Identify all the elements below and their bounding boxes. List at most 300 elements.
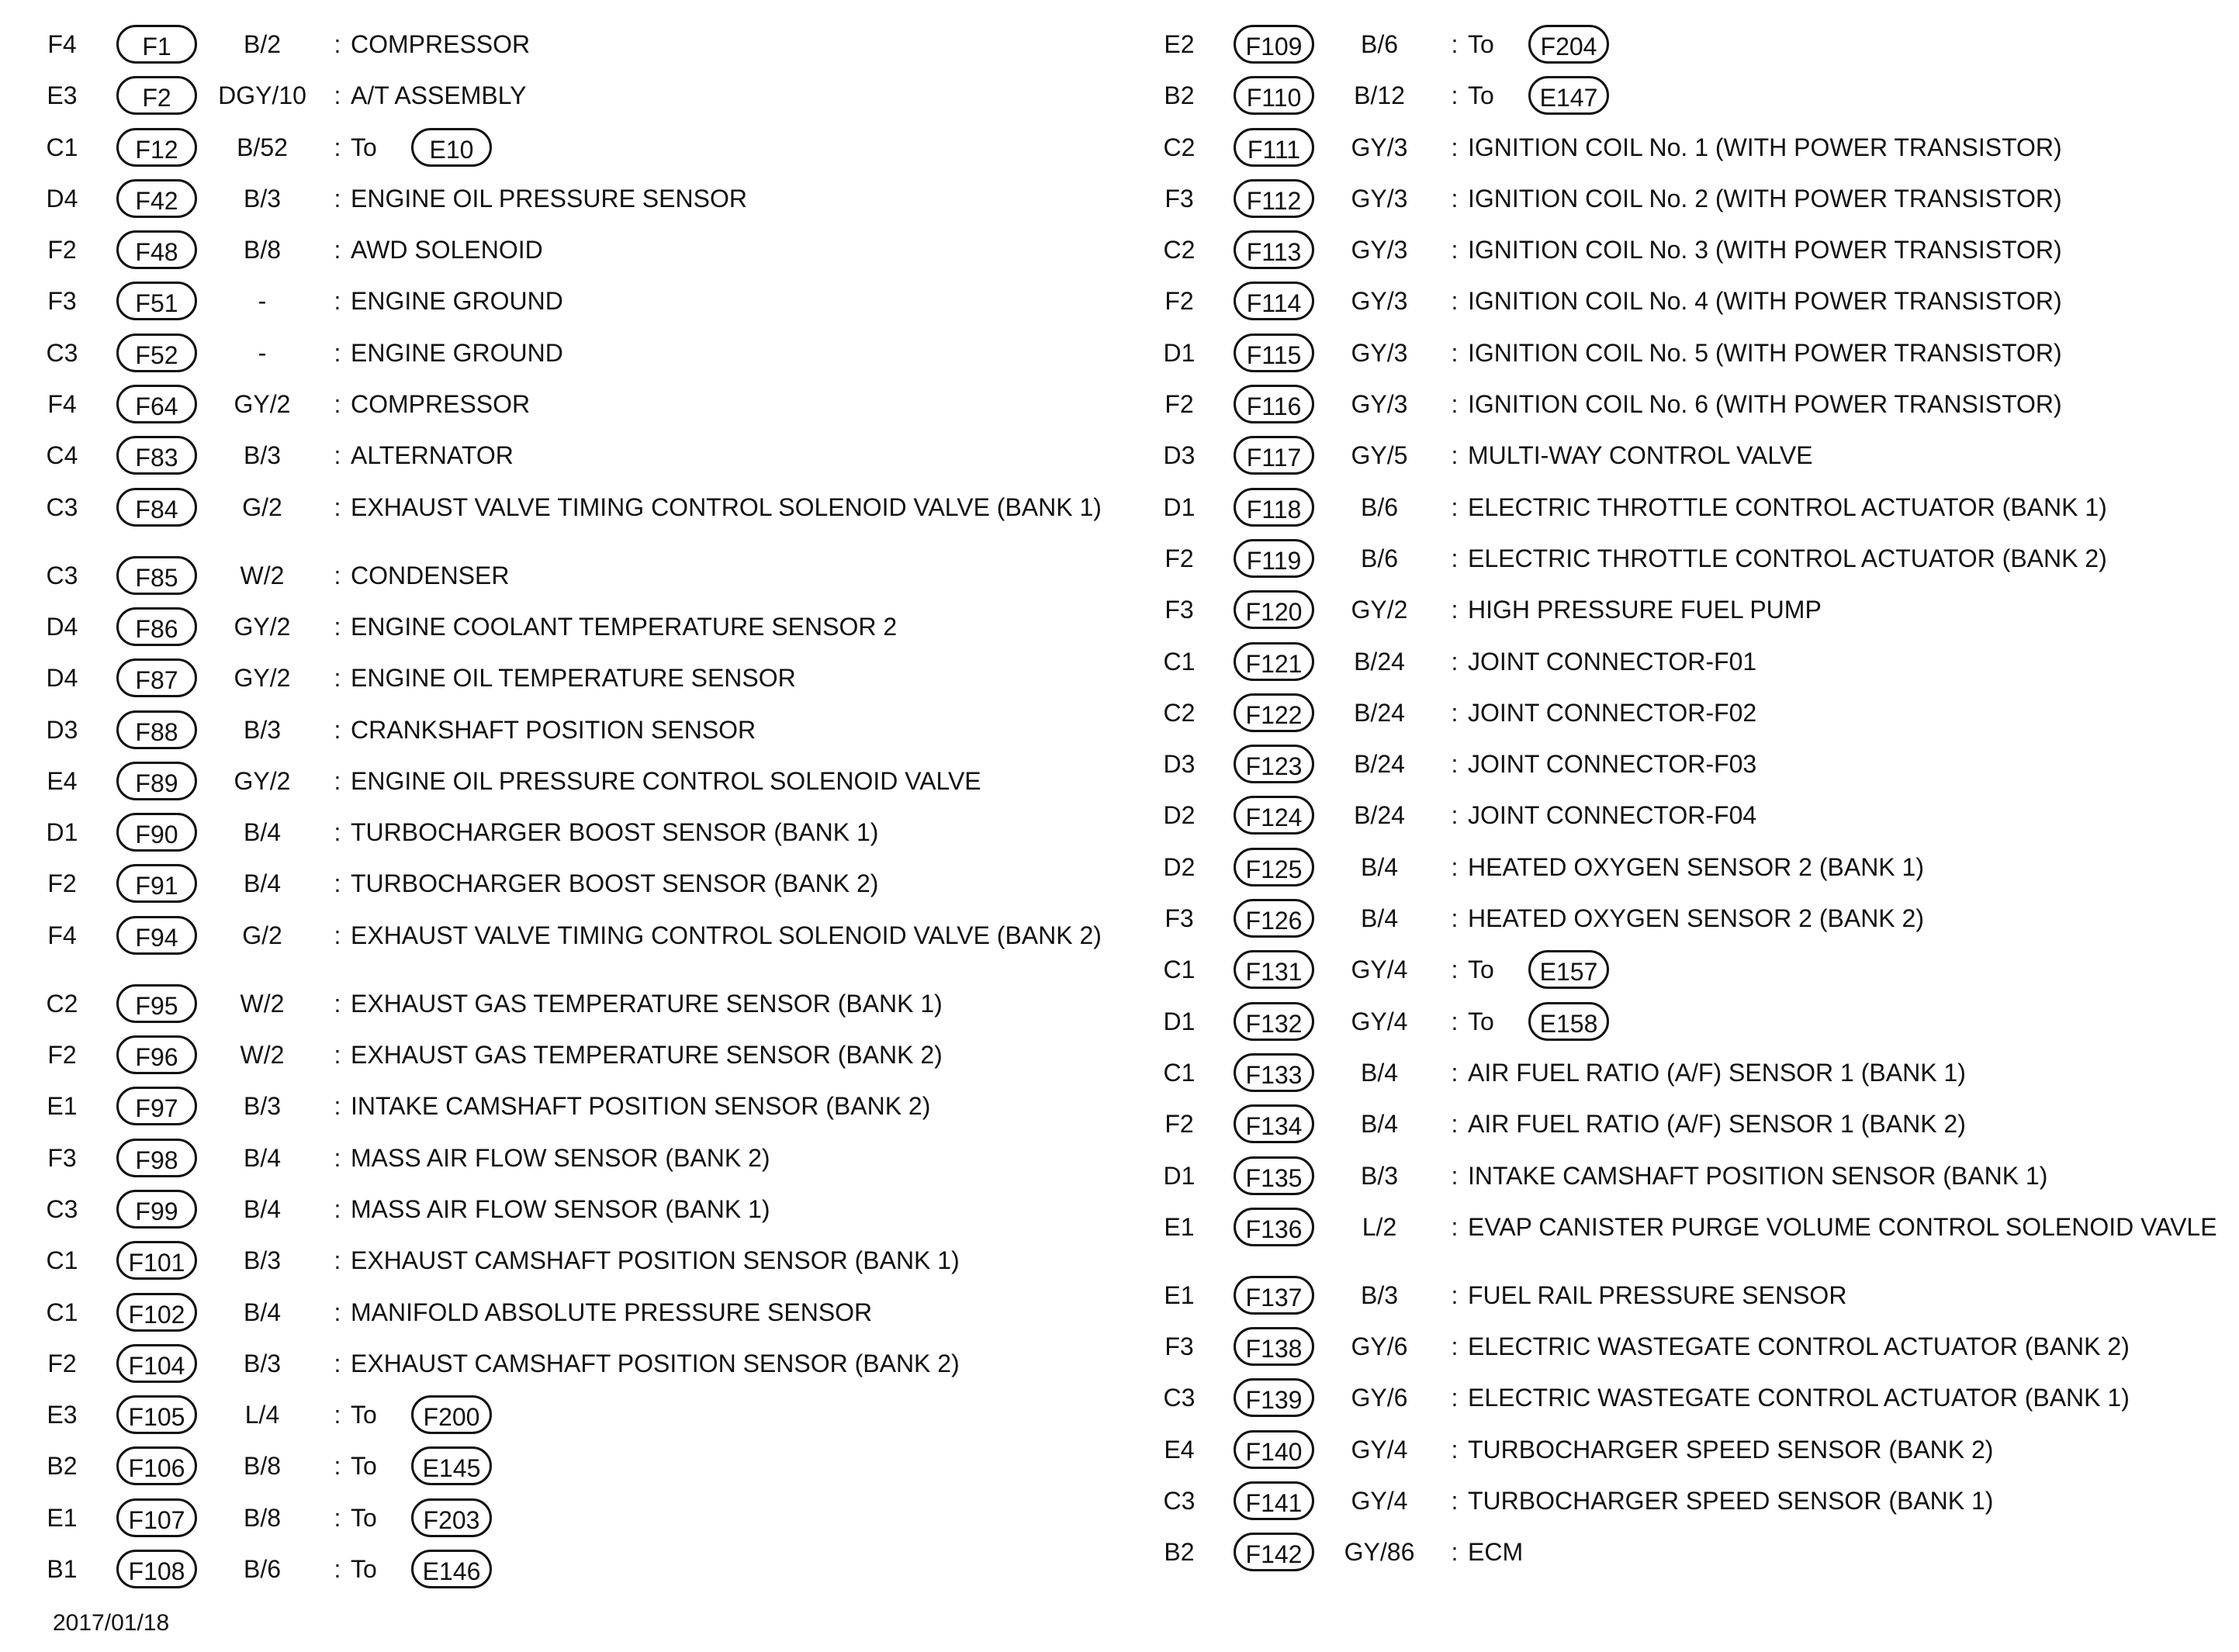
target-connector-badge: E147 <box>1528 76 1609 115</box>
separator-colon: : <box>1451 596 1459 624</box>
separator-colon: : <box>1451 647 1459 676</box>
connector-id-wrap <box>113 329 200 372</box>
connector-row <box>1148 71 2234 123</box>
connector-color-pins: B/12 <box>1354 81 1405 110</box>
grid-location: F2 <box>47 869 77 898</box>
connector-id-wrap <box>1230 1152 1317 1195</box>
connector-description: ENGINE OIL TEMPERATURE SENSOR <box>351 664 796 693</box>
connector-description: TURBOCHARGER SPEED SENSOR (BANK 1) <box>1468 1487 1994 1515</box>
separator-colon: : <box>334 561 341 589</box>
connector-row <box>31 706 1148 757</box>
connector-id-wrap <box>113 20 200 64</box>
grid-location: E4 <box>47 766 78 795</box>
grid-location: E3 <box>47 81 78 110</box>
connector-id-wrap <box>113 1545 200 1588</box>
separator-colon: : <box>334 133 341 161</box>
connector-color-pins: B/6 <box>1360 544 1399 572</box>
connector-color-pins: B/4 <box>243 1298 282 1326</box>
connector-id-badge: F112 <box>1234 179 1314 218</box>
grid-location: C3 <box>46 338 78 367</box>
separator-colon: : <box>1451 1384 1459 1412</box>
connector-id-wrap <box>113 431 200 475</box>
connector-description: IGNITION COIL No. 6 (WITH POWER TRANSISTOR) <box>1468 390 2062 419</box>
connector-description: AIR FUEL RATIO (A/F) SENSOR 1 (BANK 2) <box>1468 1110 1966 1139</box>
document-date: 2017/01/18 <box>53 1610 170 1636</box>
connector-color-pins: B/24 <box>1354 801 1405 830</box>
connector-color-pins: GY/2 <box>234 612 291 641</box>
connector-row <box>31 603 1148 654</box>
connector-id-badge: F120 <box>1234 590 1314 629</box>
grid-location: F3 <box>1164 184 1194 213</box>
connector-color-pins: GY/5 <box>1351 441 1408 470</box>
separator-colon: : <box>1451 1110 1459 1139</box>
connector-description: ELECTRIC WASTEGATE CONTROL ACTUATOR (BANK 2) <box>1468 1332 2130 1361</box>
connector-row <box>31 1545 1148 1596</box>
connector-row <box>31 175 1148 226</box>
connector-row <box>31 431 1148 482</box>
separator-colon: : <box>1451 904 1459 933</box>
target-connector-badge: F204 <box>1528 25 1609 64</box>
target-connector-badge: F203 <box>411 1498 492 1537</box>
connector-id-wrap <box>1230 329 1317 372</box>
connector-id-badge: F142 <box>1234 1533 1314 1571</box>
connector-color-pins: W/2 <box>240 989 285 1018</box>
connector-id-wrap <box>113 380 200 423</box>
separator-colon: : <box>334 30 341 58</box>
connector-description <box>1468 945 2234 994</box>
grid-location: C3 <box>46 561 78 589</box>
separator-colon: : <box>334 1401 341 1429</box>
connector-id-badge: F140 <box>1234 1430 1314 1469</box>
connector-id-wrap <box>1230 1374 1317 1417</box>
connector-row <box>31 1288 1148 1339</box>
grid-location: C3 <box>46 1194 78 1223</box>
connector-id-badge: F89 <box>116 762 197 800</box>
connector-description: TURBOCHARGER BOOST SENSOR (BANK 1) <box>351 818 879 847</box>
grid-location: D2 <box>1163 852 1196 881</box>
to-label: To <box>1468 956 1494 984</box>
separator-colon: : <box>1451 1007 1459 1035</box>
connector-description: A/T ASSEMBLY <box>351 81 527 110</box>
connector-id-badge: F138 <box>1234 1327 1314 1366</box>
connector-color-pins: GY/2 <box>234 664 291 693</box>
separator-colon: : <box>1451 287 1459 316</box>
separator-colon: : <box>334 766 341 795</box>
connector-color-pins: B/8 <box>243 1452 282 1481</box>
connector-description: MASS AIR FLOW SENSOR (BANK 1) <box>351 1194 770 1223</box>
connector-color-pins: - <box>258 287 267 316</box>
connector-color-pins: B/4 <box>1360 904 1399 933</box>
connector-row <box>31 1185 1148 1236</box>
separator-colon: : <box>334 1298 341 1326</box>
connector-id-badge: F102 <box>116 1293 197 1332</box>
connector-row <box>31 1134 1148 1185</box>
separator-colon: : <box>1451 1332 1459 1361</box>
connector-description: CRANKSHAFT POSITION SENSOR <box>351 715 756 744</box>
grid-location: D4 <box>46 184 78 213</box>
connector-id-badge: F117 <box>1234 436 1314 475</box>
connector-color-pins: GY/2 <box>234 390 291 419</box>
connector-color-pins: B/4 <box>243 1143 282 1172</box>
separator-colon: : <box>334 287 341 316</box>
grid-location: C1 <box>46 133 78 161</box>
connector-description: MANIFOLD ABSOLUTE PRESSURE SENSOR <box>351 1298 873 1326</box>
to-label: To <box>1468 30 1494 58</box>
connector-id-badge: F90 <box>116 813 197 852</box>
connector-row <box>1148 20 2234 71</box>
separator-colon: : <box>1451 492 1459 521</box>
connector-id-wrap <box>113 1134 200 1177</box>
separator-colon: : <box>1451 338 1459 367</box>
separator-colon: : <box>1451 81 1459 110</box>
connector-description: FUEL RAIL PRESSURE SENSOR <box>1468 1280 1847 1309</box>
connector-id-badge: F118 <box>1234 488 1314 527</box>
connector-row <box>1148 1528 2234 1579</box>
connector-color-pins: B/3 <box>243 184 282 213</box>
grid-location: B2 <box>1164 1538 1195 1567</box>
connector-id-wrap <box>1230 226 1317 269</box>
connector-id-wrap <box>1230 586 1317 629</box>
connector-row <box>31 757 1148 808</box>
connector-id-wrap <box>113 483 200 527</box>
target-connector-badge: E146 <box>411 1550 492 1588</box>
connector-id-wrap <box>1230 1477 1317 1520</box>
connector-id-wrap <box>113 980 200 1023</box>
connector-color-pins: B/3 <box>243 1246 282 1275</box>
separator-colon: : <box>334 1503 341 1532</box>
connector-color-pins: W/2 <box>240 1041 285 1070</box>
connector-id-wrap <box>1230 1100 1317 1143</box>
connector-color-pins: B/4 <box>1360 852 1399 881</box>
connector-id-badge: F108 <box>116 1550 197 1588</box>
connector-row <box>1148 689 2234 740</box>
connector-row <box>1148 175 2234 226</box>
connector-row <box>31 654 1148 705</box>
grid-location: F2 <box>1164 544 1194 572</box>
connector-row <box>31 329 1148 380</box>
connector-row <box>31 1494 1148 1545</box>
separator-colon: : <box>334 81 341 110</box>
connector-id-wrap <box>113 654 200 697</box>
connector-color-pins: B/6 <box>243 1555 282 1584</box>
connector-id-badge: F48 <box>116 230 197 269</box>
connector-row <box>1148 123 2234 175</box>
connector-id-badge: F131 <box>1234 950 1314 989</box>
connector-id-badge: F113 <box>1234 230 1314 269</box>
connector-color-pins: B/3 <box>243 1349 282 1377</box>
connector-color-pins: B/8 <box>243 236 282 264</box>
connector-row <box>31 1442 1148 1493</box>
separator-colon: : <box>334 1041 341 1070</box>
separator-colon: : <box>1451 390 1459 419</box>
connector-color-pins: B/3 <box>243 715 282 744</box>
separator-colon: : <box>1451 801 1459 830</box>
connector-id-wrap <box>113 1442 200 1485</box>
connector-description <box>351 1494 1148 1542</box>
connector-row <box>1148 329 2234 380</box>
grid-location: E1 <box>1164 1212 1195 1241</box>
connector-row <box>1148 431 2234 482</box>
connector-color-pins: B/3 <box>1360 1161 1399 1190</box>
connector-color-pins: B/24 <box>1354 750 1405 779</box>
separator-colon: : <box>1451 184 1459 213</box>
connector-id-badge: F87 <box>116 658 197 697</box>
target-connector-badge: F200 <box>411 1395 492 1434</box>
connector-id-wrap <box>1230 689 1317 732</box>
connector-color-pins: B/3 <box>243 441 282 470</box>
grid-location: E1 <box>47 1503 78 1532</box>
connector-color-pins: B/24 <box>1354 647 1405 676</box>
connector-id-wrap <box>113 71 200 115</box>
connector-id-badge: F94 <box>116 916 197 955</box>
connector-row <box>31 483 1148 551</box>
connector-id-wrap <box>113 277 200 320</box>
connector-row <box>1148 843 2234 894</box>
grid-location: D3 <box>1163 441 1196 470</box>
grid-location: D1 <box>1163 1161 1196 1190</box>
connector-description: JOINT CONNECTOR-F01 <box>1468 647 1757 676</box>
connector-id-badge: F116 <box>1234 385 1314 423</box>
connector-row <box>31 1031 1148 1082</box>
connector-id-wrap <box>113 808 200 852</box>
grid-location: B1 <box>47 1555 78 1584</box>
separator-colon: : <box>1451 698 1459 727</box>
connector-color-pins: GY/2 <box>1351 596 1408 624</box>
grid-location: D4 <box>46 612 78 641</box>
to-label: To <box>351 1555 377 1584</box>
grid-location: C2 <box>1163 698 1196 727</box>
to-label: To <box>1468 81 1494 110</box>
separator-colon: : <box>1451 750 1459 779</box>
connector-description <box>1468 71 2234 119</box>
connector-color-pins: B/3 <box>1360 1280 1399 1309</box>
connector-description: TURBOCHARGER BOOST SENSOR (BANK 2) <box>351 869 879 898</box>
connector-description: IGNITION COIL No. 3 (WITH POWER TRANSISTOR) <box>1468 236 2062 264</box>
connector-row <box>1148 1374 2234 1425</box>
separator-colon: : <box>334 338 341 367</box>
separator-colon: : <box>1451 1161 1459 1190</box>
connector-row <box>1148 1152 2234 1203</box>
connector-row <box>1148 1100 2234 1151</box>
connector-id-badge: F42 <box>116 179 197 218</box>
connector-row <box>31 1082 1148 1133</box>
connector-description: HIGH PRESSURE FUEL PUMP <box>1468 596 1822 624</box>
connector-id-badge: F133 <box>1234 1053 1314 1092</box>
to-label: To <box>351 1401 377 1429</box>
connector-id-badge: F136 <box>1234 1208 1314 1246</box>
connector-list-left <box>31 20 1148 1596</box>
connector-id-wrap <box>113 1494 200 1537</box>
separator-colon: : <box>334 1246 341 1275</box>
connector-color-pins: GY/3 <box>1351 236 1408 264</box>
grid-location: D2 <box>1163 801 1196 830</box>
grid-location: E1 <box>47 1092 78 1121</box>
connector-description: EXHAUST GAS TEMPERATURE SENSOR (BANK 1) <box>351 989 943 1018</box>
connector-id-wrap <box>1230 277 1317 320</box>
connector-id-badge: F111 <box>1234 128 1314 167</box>
connector-id-wrap <box>1230 791 1317 835</box>
separator-colon: : <box>1451 1058 1459 1087</box>
grid-location: E2 <box>1164 30 1195 58</box>
connector-id-wrap <box>113 1185 200 1229</box>
connector-id-badge: F139 <box>1234 1378 1314 1417</box>
connector-id-wrap <box>113 757 200 800</box>
connector-row <box>1148 638 2234 689</box>
separator-colon: : <box>334 390 341 419</box>
connector-id-wrap <box>113 175 200 218</box>
connector-description <box>351 123 1148 171</box>
connector-row <box>1148 1203 2234 1271</box>
connector-row <box>1148 1477 2234 1528</box>
connector-row <box>1148 740 2234 791</box>
connector-description: AIR FUEL RATIO (A/F) SENSOR 1 (BANK 1) <box>1468 1058 1966 1087</box>
connector-description <box>1468 997 2234 1045</box>
connector-color-pins: B/4 <box>1360 1110 1399 1139</box>
target-connector-badge: E145 <box>411 1446 492 1485</box>
connector-id-wrap <box>1230 71 1317 115</box>
connector-row <box>31 20 1148 71</box>
grid-location: F2 <box>1164 390 1194 419</box>
connector-row <box>1148 1426 2234 1477</box>
separator-colon: : <box>1451 1487 1459 1515</box>
connector-id-badge: F119 <box>1234 539 1314 578</box>
connector-description: ENGINE COOLANT TEMPERATURE SENSOR 2 <box>351 612 898 641</box>
grid-location: C2 <box>46 989 78 1018</box>
connector-id-wrap <box>113 1031 200 1074</box>
grid-location: C2 <box>1163 236 1196 264</box>
connector-color-pins: GY/3 <box>1351 338 1408 367</box>
connector-color-pins: B/4 <box>243 818 282 847</box>
connector-list-right <box>1148 20 2234 1580</box>
connector-id-wrap <box>1230 483 1317 527</box>
connector-row <box>31 1339 1148 1391</box>
grid-location: D1 <box>1163 492 1196 521</box>
connector-id-badge: F141 <box>1234 1481 1314 1520</box>
connector-id-badge: F83 <box>116 436 197 475</box>
separator-colon: : <box>1451 1435 1459 1464</box>
connector-description: EXHAUST CAMSHAFT POSITION SENSOR (BANK 2) <box>351 1349 960 1377</box>
connector-id-badge: F101 <box>116 1241 197 1280</box>
connector-row <box>31 859 1148 911</box>
connector-id-badge: F137 <box>1234 1276 1314 1315</box>
connector-id-badge: F135 <box>1234 1156 1314 1195</box>
connector-id-wrap <box>1230 175 1317 218</box>
grid-location: C1 <box>1163 647 1196 676</box>
connector-description: EXHAUST CAMSHAFT POSITION SENSOR (BANK 1) <box>351 1246 960 1275</box>
connector-color-pins: B/8 <box>243 1503 282 1532</box>
connector-id-wrap <box>1230 945 1317 989</box>
connector-color-pins: B/6 <box>1360 30 1399 58</box>
connector-id-badge: F125 <box>1234 848 1314 886</box>
connector-row <box>1148 945 2234 997</box>
connector-id-badge: F99 <box>116 1190 197 1229</box>
connector-row <box>31 380 1148 431</box>
connector-id-wrap <box>1230 843 1317 886</box>
grid-location: C1 <box>1163 1058 1196 1087</box>
connector-color-pins: G/2 <box>242 921 282 949</box>
connector-id-badge: F121 <box>1234 642 1314 681</box>
separator-colon: : <box>1451 852 1459 881</box>
separator-colon: : <box>1451 956 1459 984</box>
connector-color-pins: GY/2 <box>234 766 291 795</box>
connector-color-pins: B/3 <box>243 1092 282 1121</box>
grid-location: E4 <box>1164 1435 1195 1464</box>
connector-id-badge: F52 <box>116 334 197 372</box>
connector-description: ALTERNATOR <box>351 441 514 470</box>
connector-description: HEATED OXYGEN SENSOR 2 (BANK 1) <box>1468 852 1924 881</box>
connector-description: TURBOCHARGER SPEED SENSOR (BANK 2) <box>1468 1435 1994 1464</box>
connector-row <box>1148 1322 2234 1374</box>
connector-id-wrap <box>1230 123 1317 167</box>
grid-location: F2 <box>47 1349 77 1377</box>
connector-color-pins: B/4 <box>243 869 282 898</box>
grid-location: F2 <box>1164 1110 1194 1139</box>
connector-id-badge: F51 <box>116 282 197 320</box>
connector-color-pins: L/2 <box>1362 1212 1397 1241</box>
connector-row <box>1148 1049 2234 1100</box>
connector-id-wrap <box>113 123 200 167</box>
connector-row <box>31 551 1148 603</box>
separator-colon: : <box>334 869 341 898</box>
connector-id-badge: F88 <box>116 710 197 749</box>
connector-id-wrap <box>113 1236 200 1280</box>
grid-location: B2 <box>1164 81 1195 110</box>
connector-description: INTAKE CAMSHAFT POSITION SENSOR (BANK 1) <box>1468 1161 2048 1190</box>
connector-description: ENGINE GROUND <box>351 287 563 316</box>
connector-description: MULTI-WAY CONTROL VALVE <box>1468 441 1813 470</box>
grid-location: F3 <box>47 287 77 316</box>
connector-id-wrap <box>1230 740 1317 783</box>
connector-color-pins: GY/4 <box>1351 1487 1408 1515</box>
connector-description: EXHAUST VALVE TIMING CONTROL SOLENOID VALVE (BANK 1) <box>351 492 1102 521</box>
connector-id-badge: F126 <box>1234 899 1314 938</box>
connector-id-badge: F110 <box>1234 76 1314 115</box>
connector-description: EXHAUST GAS TEMPERATURE SENSOR (BANK 2) <box>351 1041 943 1070</box>
connector-description: ECM <box>1468 1538 1524 1567</box>
connector-id-wrap <box>1230 1426 1317 1469</box>
connector-id-badge: F109 <box>1234 25 1314 64</box>
connector-description: COMPRESSOR <box>351 30 531 58</box>
separator-colon: : <box>334 184 341 213</box>
to-label: To <box>351 133 377 161</box>
separator-colon: : <box>334 989 341 1018</box>
grid-location: E3 <box>47 1401 78 1429</box>
connector-row <box>31 1236 1148 1287</box>
connector-description <box>1468 20 2234 68</box>
connector-description: HEATED OXYGEN SENSOR 2 (BANK 2) <box>1468 904 1924 933</box>
separator-colon: : <box>334 612 341 641</box>
connector-description: ENGINE OIL PRESSURE SENSOR <box>351 184 747 213</box>
connector-description: CONDENSER <box>351 561 510 589</box>
grid-location: D3 <box>46 715 78 744</box>
connector-color-pins: GY/6 <box>1351 1384 1408 1412</box>
connector-id-badge: F123 <box>1234 745 1314 783</box>
connector-description: JOINT CONNECTOR-F04 <box>1468 801 1757 830</box>
grid-location: C2 <box>1163 133 1196 161</box>
connector-color-pins: L/4 <box>244 1401 280 1429</box>
connector-id-wrap <box>113 603 200 646</box>
grid-location: F4 <box>47 390 77 419</box>
connector-description: JOINT CONNECTOR-F02 <box>1468 698 1757 727</box>
grid-location: D1 <box>1163 338 1196 367</box>
connector-color-pins: W/2 <box>240 561 285 589</box>
connector-id-wrap <box>1230 638 1317 681</box>
separator-colon: : <box>334 492 341 521</box>
grid-location: C3 <box>46 492 78 521</box>
connector-row <box>1148 791 2234 842</box>
connector-description: EXHAUST VALVE TIMING CONTROL SOLENOID VALVE (BANK 2) <box>351 921 1102 949</box>
connector-id-badge: F104 <box>116 1344 197 1383</box>
